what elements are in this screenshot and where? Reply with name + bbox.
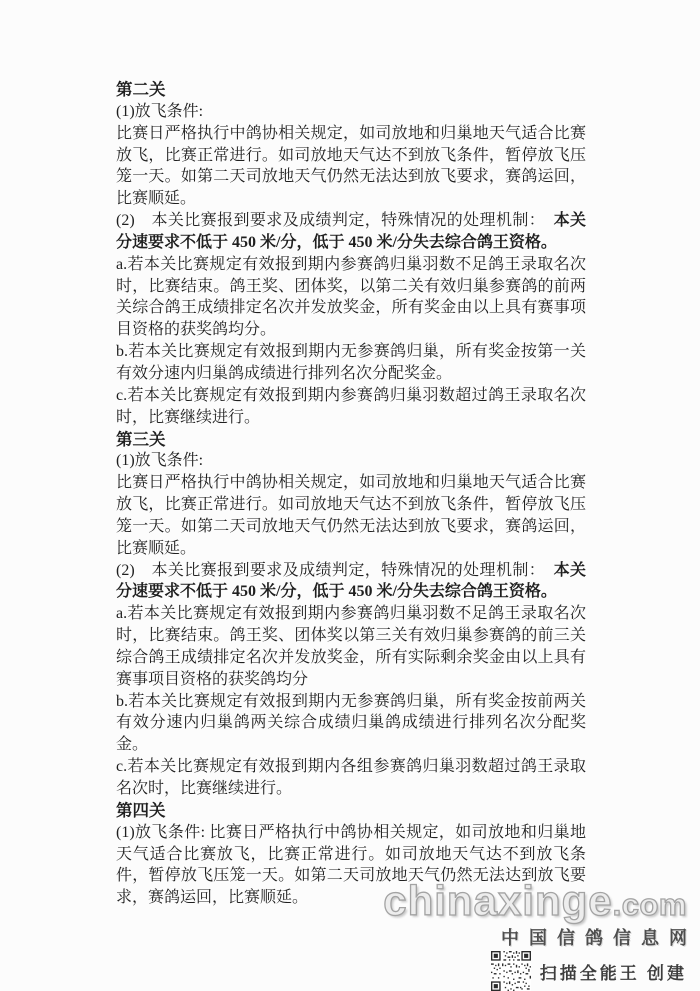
section-heading: 第四关 [116, 800, 166, 820]
document-body [116, 79, 586, 909]
section-heading: 第二关 [116, 80, 166, 99]
paragraph [116, 560, 586, 604]
paragraph [116, 210, 586, 254]
section-heading: 第三关 [116, 429, 166, 449]
paragraph: b.若本关比赛规定有效报到期内无参赛鸽归巢，所有奖金按第一关有效分速内归巢鸽成绩进行排列名次分配奖金。 [116, 343, 586, 382]
watermark-site-name: 中国信鸽信息网 [501, 928, 697, 948]
paragraph-text: (2) 本关比赛报到要求及成绩判定，特殊情况的处理机制： [116, 212, 554, 230]
paragraph: 比赛日严格执行中鸽协相关规定，如司放地和归巢地天气适合比赛放飞，比赛正常进行。如司放地天气达不到放飞条件，暂停放飞压笼一天。如第二天司放地天气仍然无法达到放飞要求，赛鸽运回，比赛顺延。 [116, 474, 586, 557]
paragraph-bold-text: 本关分速要求不低于 450 米/分，低于 450 米/分失去综合鸽王资格。 [116, 561, 586, 601]
watermark-site-main: chinaxinge [383, 877, 613, 924]
watermark-site-url [383, 877, 687, 926]
paragraph: (1)放飞条件: 比赛日严格执行中鸽协相关规定，如司放地和归巢地天气适合比赛放飞，比赛正常进行。如司放地天气达不到放飞条件，暂停放飞压笼一天。如第二天司放地天气仍然无法达到放飞要求，赛鸽运回，比赛顺延。 [116, 823, 586, 907]
paragraph-text: (2) 本关比赛报到要求及成绩判定，特殊情况的处理机制： [116, 561, 554, 579]
qr-code-icon [491, 951, 531, 991]
watermark-site-tld: .com [612, 887, 687, 922]
paragraph: (1)放飞条件: [116, 452, 204, 470]
scanner-credit: 扫描全能王 创建 [539, 963, 687, 983]
paragraph: b.若本关比赛规定有效报到期内无参赛鸽归巢，所有奖金按前两关有效分速内归巢鸽两关综合成绩归巢鸽成绩进行排列名次分配奖金。 [116, 692, 586, 754]
section-gate-3 [116, 429, 586, 800]
paragraph: a.若本关比赛规定有效报到期内参赛鸽归巢羽数不足鸽王录取名次时，比赛结束。鸽王奖、团体奖，以第二关有效归巢参赛鸽的前两关综合鸽王成绩排定名次并发放奖金，所有奖金由以上具有赛事项目资格的获奖鸽均分。 [116, 255, 586, 339]
paragraph: (1)放飞条件: [116, 102, 204, 120]
scanner-credit-row [383, 951, 687, 991]
paragraph: 比赛日严格执行中鸽协相关规定，如司放地和归巢地天气适合比赛放飞，比赛正常进行。如司放地天气达不到放飞条件，暂停放飞压笼一天。如第二天司放地天气仍然无法达到放飞要求，赛鸽运回，比赛顺延。 [116, 124, 586, 208]
watermark [383, 877, 697, 991]
section-gate-2 [116, 79, 586, 429]
paragraph-bold-text: 本关分速要求不低于 450 米/分，低于 450 米/分失去综合鸽王资格。 [116, 212, 586, 251]
paragraph: c.若本关比赛规定有效报到期内参赛鸽归巢羽数超过鸽王录取名次时，比赛继续进行。 [116, 386, 586, 426]
paragraph: c.若本关比赛规定有效报到期内各组参赛鸽归巢羽数超过鸽王录取名次时，比赛继续进行。 [116, 758, 586, 797]
paragraph: a.若本关比赛规定有效报到期内参赛鸽归巢羽数不足鸽王录取名次时，比赛结束。鸽王奖、团体奖以第三关有效归巢参赛鸽的前三关综合鸽王成绩排定名次并发放奖金，所有实际剩余奖金由以上具有赛事项目资格的获奖鸽均分 [116, 605, 586, 688]
